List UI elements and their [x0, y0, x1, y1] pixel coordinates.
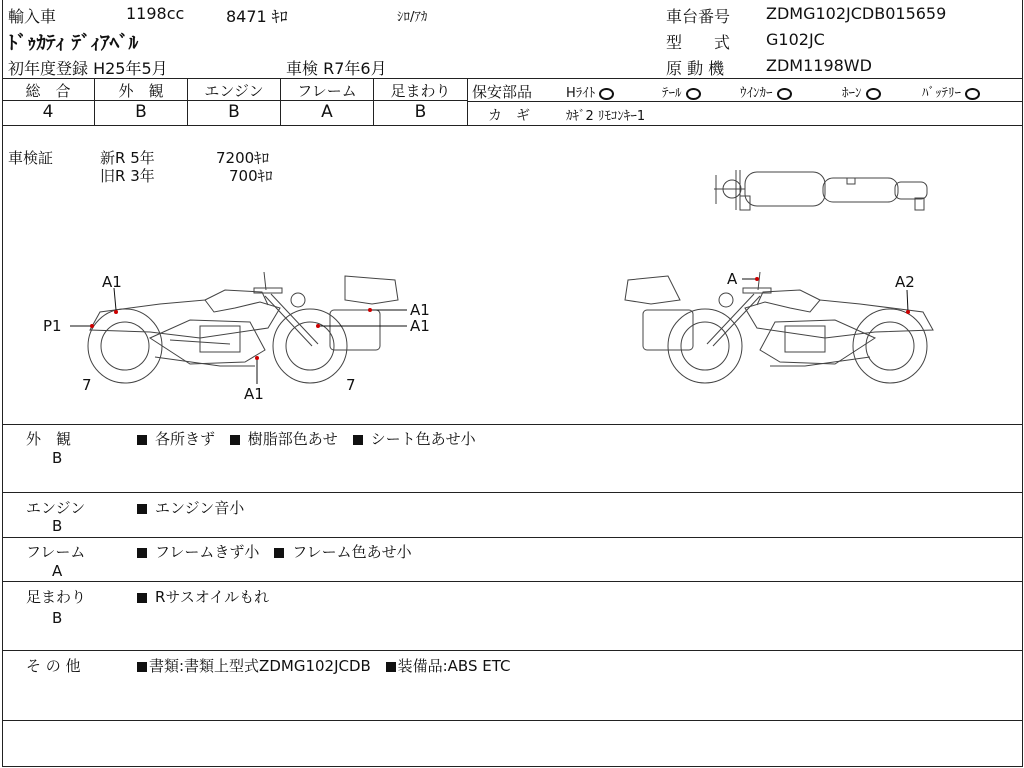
section-engine-grade: B — [52, 517, 63, 535]
safety-winker: ｳｲﾝｶｰ — [740, 82, 792, 101]
bullet-square-icon — [353, 435, 363, 445]
section-frame-items: フレームきず小 フレーム色あせ小 — [137, 541, 422, 562]
section-suspension-items: Rサスオイルもれ — [137, 586, 279, 607]
section-exterior-items: 各所きず 樹脂部色あせ シート色あせ小 — [137, 428, 486, 449]
ok-circle-icon — [686, 88, 701, 100]
bullet-square-icon — [137, 548, 147, 558]
safety-horn: ﾎｰﾝ — [842, 82, 881, 101]
section-exterior-title: 外 観 — [26, 430, 72, 448]
bullet-square-icon — [274, 548, 284, 558]
bullet-square-icon — [230, 435, 240, 445]
section-frame-grade: A — [52, 562, 63, 580]
top-view-motorcycle-icon — [714, 170, 927, 210]
safety-battery: ﾊﾞｯﾃﾘｰ — [922, 82, 980, 101]
mark-a-handle: A — [727, 270, 738, 288]
engine-value: ZDM1198WD — [766, 56, 872, 75]
cert-new-r: 新R 5年 — [100, 149, 155, 167]
grade-total-value: 4 — [42, 102, 54, 122]
grade-divider — [467, 78, 468, 125]
safety-label: 保安部品 — [472, 83, 533, 101]
section-other-items: 書類:書類上型式ZDMG102JCDB 装備品:ABS ETC — [137, 655, 520, 676]
engine-label: 原 動 機 — [666, 59, 725, 78]
bullet-square-icon — [137, 504, 147, 514]
mark-7-front-tire: 7 — [346, 376, 356, 394]
mark-a1-seat: A1 — [102, 273, 122, 291]
grade-exterior-value: B — [135, 102, 147, 122]
ok-circle-icon — [965, 88, 980, 100]
frame-number-label: 車台番号 — [666, 7, 731, 26]
ok-circle-icon — [777, 88, 792, 100]
cert-label: 車検証 — [8, 149, 54, 167]
bullet-square-icon — [137, 593, 147, 603]
mark-7-rear-tire: 7 — [82, 376, 92, 394]
section-engine-items: エンジン音小 — [137, 497, 254, 518]
section-exterior-grade: B — [52, 449, 63, 467]
grade-total-label: 総 合 — [25, 82, 71, 100]
frame-number: ZDMG102JCDB015659 — [766, 4, 947, 23]
remarks-line — [2, 537, 1022, 538]
safety-tail: ﾃｰﾙ — [662, 82, 701, 101]
remarks-top-line — [2, 424, 1022, 425]
color: ｼﾛ/ｱｶ — [397, 10, 428, 25]
remarks-line — [2, 581, 1022, 582]
bullet-square-icon — [386, 662, 396, 672]
safety-mid-line — [467, 101, 1022, 102]
right-side-motorcycle-icon — [625, 272, 933, 383]
remarks-bottom-line — [2, 720, 1022, 721]
grade-engine-value: B — [228, 102, 240, 122]
left-side-motorcycle-icon — [88, 272, 398, 383]
grade-table-top-line — [2, 78, 1022, 79]
section-suspension-title: 足まわり — [26, 588, 87, 606]
displacement: 1198cc — [126, 4, 185, 23]
grade-frame-label: フレーム — [297, 82, 357, 100]
mark-a1-headlight: A1 — [410, 301, 430, 319]
type-label: 型 式 — [666, 33, 731, 52]
grade-suspension-label: 足まわり — [390, 82, 451, 100]
safety-headlight: Hﾗｲﾄ — [566, 82, 614, 101]
grade-frame-value: A — [321, 102, 333, 122]
remarks-line — [2, 492, 1022, 493]
grade-engine-label: エンジン — [204, 82, 264, 100]
import-label: 輸入車 — [8, 7, 57, 26]
mark-a1-fork: A1 — [410, 317, 430, 335]
section-frame-title: フレーム — [26, 543, 86, 561]
bullet-square-icon — [137, 435, 147, 445]
cert-old-r-km: 700ｷﾛ — [229, 167, 273, 185]
grade-suspension-value: B — [414, 102, 427, 122]
first-registration: 初年度登録 H25年5月 — [8, 59, 168, 78]
model-name: ﾄﾞｩｶﾃｨ ﾃﾞｨｱﾍﾞﾙ — [8, 32, 139, 54]
inspection-expiry: 車検 R7年6月 — [286, 59, 387, 78]
section-suspension-grade: B — [52, 609, 63, 627]
motorcycle-diagram — [0, 126, 1022, 424]
cert-new-r-km: 7200ｷﾛ — [216, 149, 270, 167]
ok-circle-icon — [599, 88, 614, 100]
section-engine-title: エンジン — [26, 499, 86, 517]
cert-old-r: 旧R 3年 — [100, 167, 155, 185]
mark-a2-tail: A2 — [895, 273, 915, 291]
remarks-line — [2, 650, 1022, 651]
key-label: カ ギ — [488, 108, 530, 124]
ok-circle-icon — [866, 88, 881, 100]
type-value: G102JC — [766, 30, 825, 49]
grade-exterior-label: 外 観 — [118, 82, 164, 100]
mileage: 8471 ｷﾛ — [226, 7, 288, 26]
bullet-square-icon — [137, 662, 147, 672]
mark-p1-tail: P1 — [43, 317, 62, 335]
key-value: ｶｷﾞ2 ﾘﾓｺﾝｷｰ1 — [566, 109, 646, 124]
section-other-title: そ の 他 — [26, 657, 81, 675]
mark-a1-engine: A1 — [244, 385, 264, 403]
